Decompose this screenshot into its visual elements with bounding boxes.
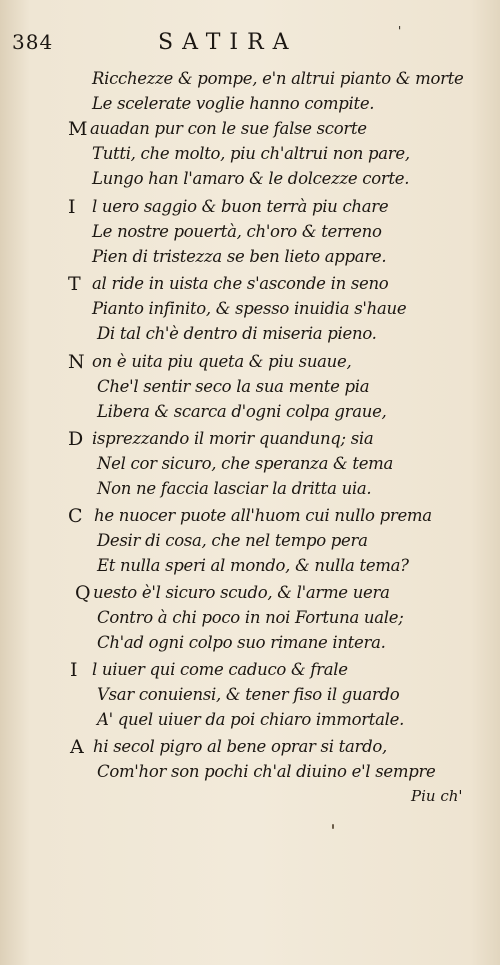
verse-line: Di tal ch'è dentro di miseria pieno.: [97, 324, 377, 343]
verse-line: Ricchezze & pompe, e'n altrui pianto & morte: [92, 69, 464, 88]
page-number: 384: [12, 30, 54, 54]
stanza-initial: Q: [75, 582, 91, 604]
verse-line: Tutti, che molto, piu ch'altrui non pare,: [92, 144, 410, 163]
running-title: SATIRA: [158, 30, 298, 55]
verse-line: Ch'ad ogni colpo suo rimane intera.: [97, 633, 386, 652]
verse-line: l uero saggio & buon terrà piu chare: [92, 197, 389, 216]
verse-line: Nel cor sicuro, che speranza & tema: [97, 454, 394, 473]
verse-line: Pien di tristezza se ben lieto appare.: [92, 247, 387, 266]
printer-mark: ': [398, 24, 402, 38]
stanza-initial: M: [68, 118, 88, 140]
verse-line: Le nostre pouertà, ch'oro & terreno: [92, 222, 382, 241]
verse-line: Com'hor son pochi ch'al diuino e'l sempre: [97, 762, 436, 781]
verse-line: Lungo han l'amaro & le dolcezze corte.: [92, 169, 410, 188]
verse-line: al ride in uista che s'asconde in seno: [92, 274, 389, 293]
verse-line: on è uita piu queta & piu suaue,: [92, 352, 352, 371]
verse-line: Le scelerate voglie hanno compite.: [92, 94, 375, 113]
stanza-initial: D: [68, 428, 84, 450]
stanza-initial: I: [70, 659, 78, 681]
verse-line: Vsar conuiensi, & tener fiso il guardo: [97, 685, 400, 704]
stanza-initial: I: [68, 196, 76, 218]
verse-line: A' quel uiuer da poi chiaro immortale.: [97, 710, 405, 729]
verse-line: Contro à chi poco in noi Fortuna uale;: [97, 608, 404, 627]
verse-line: auadan pur con le sue false scorte: [90, 119, 367, 138]
catchword: Piu ch': [411, 787, 463, 805]
verse-line: Et nulla speri al mondo, & nulla tema?: [97, 556, 409, 575]
verse-line: uesto è'l sicuro scudo, & l'arme uera: [93, 583, 390, 602]
stanza-initial: C: [68, 505, 83, 527]
stanza-initial: A: [70, 736, 84, 758]
verse-line: hi secol pigro al bene oprar si tardo,: [93, 737, 387, 756]
verse-line: he nuocer puote all'huom cui nullo prema: [94, 506, 432, 525]
verse-line: isprezzando il morir quandunq; sia: [92, 429, 374, 448]
stanza-initial: T: [68, 273, 81, 295]
verse-line: Libera & scarca d'ogni colpa graue,: [97, 402, 387, 421]
verse-line: Non ne faccia lasciar la dritta uia.: [97, 479, 372, 498]
verse-line: Desir di cosa, che nel tempo pera: [97, 531, 368, 550]
ink-speck: [332, 824, 334, 829]
verse-line: Che'l sentir seco la sua mente pia: [97, 377, 370, 396]
stanza-initial: N: [68, 351, 85, 373]
verse-line: Pianto infinito, & spesso inuidia s'haue: [92, 299, 407, 318]
verse-line: l uiuer qui come caduco & frale: [92, 660, 348, 679]
